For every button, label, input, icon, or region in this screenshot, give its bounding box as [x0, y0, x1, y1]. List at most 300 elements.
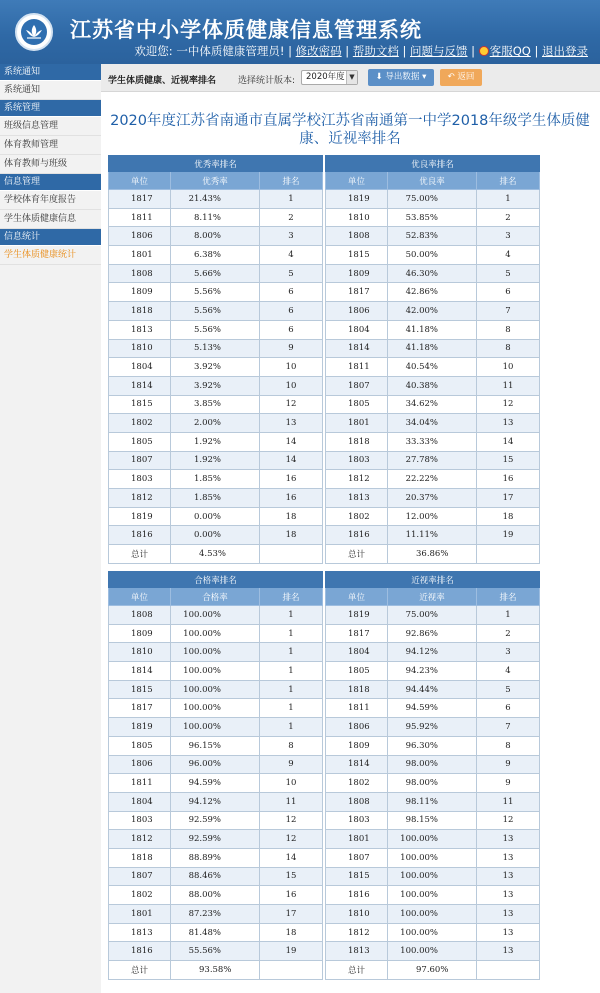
cell-rank: 9 [260, 339, 323, 358]
cell-rank: 12 [477, 395, 540, 414]
cell-rate: 12.00% [388, 507, 477, 526]
cell-rate: 96.15% [171, 736, 260, 755]
cell-rank: 1 [260, 624, 323, 643]
cell-rank: 1 [260, 662, 323, 681]
cell-rate: 0.00% [171, 526, 260, 545]
table-row [109, 905, 323, 924]
cell-rank: 7 [477, 302, 540, 321]
table-row [326, 867, 540, 886]
cell-rank: 9 [477, 755, 540, 774]
cell-rate: 100.00% [171, 662, 260, 681]
cell-unit: 1801 [109, 905, 171, 924]
table-row [109, 662, 323, 681]
cell-unit: 1816 [109, 942, 171, 961]
cell-unit: 1816 [326, 526, 388, 545]
table-row [326, 886, 540, 905]
cell-unit: 1819 [109, 507, 171, 526]
cell-rate: 100.00% [171, 606, 260, 625]
cell-rate: 33.33% [388, 432, 477, 451]
cell-rank: 10 [477, 358, 540, 377]
table-row [326, 923, 540, 942]
cell-unit: 1811 [109, 208, 171, 227]
cell-unit: 1806 [326, 302, 388, 321]
cell-unit: 1808 [109, 606, 171, 625]
cell-unit: 1817 [326, 283, 388, 302]
cell-unit: 1819 [326, 190, 388, 209]
table-row [109, 923, 323, 942]
cell-rate: 20.37% [388, 489, 477, 508]
cell-rate: 95.92% [388, 718, 477, 737]
table-row [109, 432, 323, 451]
total-rank [260, 961, 323, 980]
cell-rate: 75.00% [388, 190, 477, 209]
table-row [326, 489, 540, 508]
cell-rate: 42.86% [388, 283, 477, 302]
cell-unit: 1801 [326, 414, 388, 433]
cell-rank: 16 [260, 886, 323, 905]
cell-rate: 34.62% [388, 395, 477, 414]
cell-unit: 1813 [326, 942, 388, 961]
cell-rank: 18 [260, 526, 323, 545]
table-row [109, 302, 323, 321]
cell-rate: 100.00% [171, 718, 260, 737]
table-row [109, 755, 323, 774]
export-button[interactable] [368, 69, 434, 86]
total-row [326, 961, 540, 980]
table-row [326, 792, 540, 811]
cell-rank: 17 [260, 905, 323, 924]
cell-rate: 5.13% [171, 339, 260, 358]
welcome-text: 欢迎您: 一中体质健康管理员! [134, 44, 285, 58]
cell-rate: 5.66% [171, 264, 260, 283]
cell-rate: 100.00% [171, 699, 260, 718]
column-header-unit: 单位 [326, 588, 388, 606]
table-row [326, 718, 540, 737]
page-title: 学生体质健康、近视率排名 [108, 76, 217, 86]
cell-rank: 13 [477, 867, 540, 886]
cell-unit: 1818 [326, 432, 388, 451]
logout-link[interactable]: 退出登录 [542, 44, 588, 58]
cell-rank: 7 [477, 718, 540, 737]
table-row [326, 283, 540, 302]
column-header-unit: 单位 [109, 172, 171, 190]
report-title: 2020年度江苏省南通市直属学校江苏省南通第一中学2018年级学生体质健康、近视率排名 [110, 113, 590, 147]
cell-rank: 13 [477, 886, 540, 905]
cell-unit: 1808 [326, 227, 388, 246]
table-row [326, 376, 540, 395]
table-row [109, 320, 323, 339]
cell-unit: 1803 [109, 470, 171, 489]
cell-unit: 1810 [326, 905, 388, 924]
cell-unit: 1810 [326, 208, 388, 227]
cell-rank: 13 [477, 414, 540, 433]
total-label: 总计 [326, 545, 388, 564]
return-icon: ↶ [447, 72, 455, 82]
cell-rate: 21.43% [171, 190, 260, 209]
cell-unit: 1813 [326, 489, 388, 508]
table-row [326, 830, 540, 849]
cell-rate: 100.00% [388, 886, 477, 905]
cell-rank: 18 [477, 507, 540, 526]
table-row [109, 208, 323, 227]
table-row [326, 358, 540, 377]
cell-unit: 1805 [109, 736, 171, 755]
cell-rate: 88.00% [171, 886, 260, 905]
table-row [109, 830, 323, 849]
cell-rate: 100.00% [171, 643, 260, 662]
table-row [326, 662, 540, 681]
cell-unit: 1807 [326, 376, 388, 395]
cell-rate: 81.48% [171, 923, 260, 942]
cell-unit: 1807 [109, 451, 171, 470]
cell-unit: 1806 [326, 718, 388, 737]
cell-rank: 17 [477, 489, 540, 508]
version-select-value: 2020年度 [306, 72, 345, 82]
table-row [326, 470, 540, 489]
cell-rank: 6 [260, 302, 323, 321]
sidebar-item-student-health[interactable]: 学生体质健康信息 [0, 210, 101, 229]
table-row [109, 526, 323, 545]
cell-rate: 87.23% [171, 905, 260, 924]
cell-unit: 1808 [326, 792, 388, 811]
cell-unit: 1801 [326, 830, 388, 849]
caret-down-icon: ▾ [422, 72, 427, 82]
cell-unit: 1815 [326, 867, 388, 886]
table-row [109, 624, 323, 643]
back-button[interactable] [440, 69, 482, 86]
cell-rank: 6 [260, 320, 323, 339]
total-row [109, 961, 323, 980]
cell-unit: 1816 [109, 526, 171, 545]
feedback-link[interactable]: 问题与反馈 [410, 44, 468, 58]
cell-rate: 42.00% [388, 302, 477, 321]
system-logo [15, 13, 53, 51]
cell-rate: 27.78% [388, 451, 477, 470]
cell-rate: 50.00% [388, 246, 477, 265]
table-row [109, 848, 323, 867]
system-title: 江苏省中小学体质健康信息管理系统 [70, 18, 422, 42]
user-bar: 欢迎您: 一中体质健康管理员! | 修改密码 | 帮助文档 | 问题与反馈 | 客服QQ | 退出登录 [134, 44, 588, 58]
cell-unit: 1816 [326, 886, 388, 905]
table-row [326, 643, 540, 662]
cell-rank: 5 [477, 680, 540, 699]
table-row [109, 718, 323, 737]
cell-rank: 13 [477, 942, 540, 961]
cell-rate: 96.30% [388, 736, 477, 755]
cell-unit: 1814 [326, 339, 388, 358]
version-select[interactable] [301, 70, 358, 85]
cell-rate: 2.00% [171, 414, 260, 433]
table-row [109, 886, 323, 905]
cell-rate: 100.00% [388, 905, 477, 924]
cell-rank: 1 [260, 643, 323, 662]
cell-rank: 12 [260, 395, 323, 414]
cell-rate: 100.00% [171, 624, 260, 643]
table-row [326, 246, 540, 265]
cell-rate: 5.56% [171, 320, 260, 339]
table-row [326, 680, 540, 699]
total-label: 总计 [109, 961, 171, 980]
cell-rank: 1 [477, 606, 540, 625]
cell-rank: 13 [477, 923, 540, 942]
cell-rank: 15 [477, 451, 540, 470]
cell-unit: 1815 [326, 246, 388, 265]
cell-rate: 22.22% [388, 470, 477, 489]
cell-unit: 1812 [109, 489, 171, 508]
cell-rank: 2 [477, 624, 540, 643]
cell-unit: 1802 [109, 886, 171, 905]
cell-rate: 3.85% [171, 395, 260, 414]
cell-unit: 1803 [109, 811, 171, 830]
cell-unit: 1810 [109, 643, 171, 662]
cell-unit: 1806 [109, 227, 171, 246]
table-row [326, 227, 540, 246]
export-button-label: 导出数据 [385, 72, 420, 82]
cell-rank: 9 [260, 755, 323, 774]
table-row [326, 736, 540, 755]
cell-rank: 13 [260, 414, 323, 433]
cell-rate: 100.00% [388, 830, 477, 849]
table-row [326, 432, 540, 451]
cell-rank: 8 [477, 339, 540, 358]
cell-rank: 8 [477, 736, 540, 755]
cell-rate: 34.04% [388, 414, 477, 433]
column-header-rate: 近视率 [388, 588, 477, 606]
sidebar-item-health-stats[interactable]: 学生体质健康统计 [0, 246, 101, 265]
cell-rate: 94.44% [388, 680, 477, 699]
sidebar-item-class-info[interactable]: 班级信息管理 [0, 117, 101, 136]
table-row [326, 624, 540, 643]
total-row [109, 545, 323, 564]
cell-rank: 10 [260, 358, 323, 377]
table-row [326, 264, 540, 283]
sidebar-item-pe-teachers[interactable]: 体育教师管理 [0, 136, 101, 155]
table-row [109, 246, 323, 265]
cell-rate: 100.00% [388, 942, 477, 961]
cell-unit: 1809 [109, 624, 171, 643]
sidebar-group-info[interactable]: 信息管理 [0, 174, 101, 191]
qq-icon [479, 46, 489, 56]
table-row [109, 451, 323, 470]
sidebar-item-annual-report[interactable]: 学校体育年度报告 [0, 191, 101, 210]
total-row [326, 545, 540, 564]
cell-rank: 19 [477, 526, 540, 545]
cell-rate: 88.46% [171, 867, 260, 886]
sidebar-group-stats[interactable]: 信息统计 [0, 229, 101, 246]
cell-unit: 1818 [109, 302, 171, 321]
cell-rate: 40.54% [388, 358, 477, 377]
cell-rank: 15 [260, 867, 323, 886]
pass-rate-table [108, 571, 323, 980]
table-row [109, 867, 323, 886]
column-header-rate: 优良率 [388, 172, 477, 190]
cell-rank: 10 [260, 376, 323, 395]
back-button-label: 返回 [457, 72, 475, 82]
table-row [109, 339, 323, 358]
cell-rate: 98.11% [388, 792, 477, 811]
cell-unit: 1806 [109, 755, 171, 774]
chevron-down-icon: ▼ [346, 71, 357, 84]
cell-rank: 13 [477, 830, 540, 849]
sidebar-group-notice[interactable]: 系统通知 [0, 64, 101, 81]
column-header-unit: 单位 [109, 588, 171, 606]
cell-rank: 16 [477, 470, 540, 489]
total-value: 93.58% [171, 961, 260, 980]
total-value: 97.60% [388, 961, 477, 980]
cell-rate: 94.59% [171, 774, 260, 793]
cell-unit: 1802 [109, 414, 171, 433]
table-row [109, 643, 323, 662]
cell-unit: 1804 [326, 643, 388, 662]
cell-rank: 11 [477, 792, 540, 811]
toolbar [101, 64, 600, 92]
cell-rank: 1 [260, 718, 323, 737]
cell-unit: 1818 [109, 848, 171, 867]
cell-rank: 16 [260, 470, 323, 489]
table-row [109, 227, 323, 246]
sidebar-item-notice[interactable]: 系统通知 [0, 81, 101, 100]
sidebar-item-teacher-class[interactable]: 体育教师与班级 [0, 155, 101, 174]
lotus-icon [24, 23, 44, 41]
column-header-rate: 优秀率 [171, 172, 260, 190]
table-row [326, 755, 540, 774]
cell-unit: 1817 [109, 190, 171, 209]
table-row [109, 680, 323, 699]
total-label: 总计 [109, 545, 171, 564]
cell-rank: 14 [260, 451, 323, 470]
cell-rank: 9 [477, 774, 540, 793]
cell-unit: 1817 [326, 624, 388, 643]
cell-unit: 1802 [326, 507, 388, 526]
cell-rate: 52.83% [388, 227, 477, 246]
cell-rank: 18 [260, 923, 323, 942]
cell-rank: 1 [260, 699, 323, 718]
cell-rank: 12 [477, 811, 540, 830]
cell-rate: 0.00% [171, 507, 260, 526]
table-row [326, 699, 540, 718]
cell-rank: 11 [260, 792, 323, 811]
table-row [109, 470, 323, 489]
cell-unit: 1815 [109, 395, 171, 414]
table-row [109, 283, 323, 302]
cell-unit: 1819 [326, 606, 388, 625]
table-row [326, 942, 540, 961]
cell-rate: 5.56% [171, 302, 260, 321]
total-value: 4.53% [171, 545, 260, 564]
cell-rate: 1.92% [171, 432, 260, 451]
cell-unit: 1812 [326, 470, 388, 489]
table-row [109, 699, 323, 718]
table-caption: 优良率排名 [326, 156, 540, 172]
total-rank [477, 545, 540, 564]
cell-unit: 1809 [326, 736, 388, 755]
cell-rate: 1.85% [171, 470, 260, 489]
cell-rank: 12 [260, 811, 323, 830]
column-header-unit: 单位 [326, 172, 388, 190]
table-row [326, 811, 540, 830]
table-row [109, 190, 323, 209]
table-row [326, 526, 540, 545]
cell-rank: 10 [260, 774, 323, 793]
change-password-link[interactable]: 修改密码 [295, 44, 342, 58]
cell-rate: 94.59% [388, 699, 477, 718]
cell-unit: 1803 [326, 451, 388, 470]
sidebar-group-system[interactable]: 系统管理 [0, 100, 101, 117]
cell-rank: 18 [260, 507, 323, 526]
cell-rank: 13 [477, 848, 540, 867]
table-row [326, 774, 540, 793]
cell-rank: 3 [477, 227, 540, 246]
cell-unit: 1817 [109, 699, 171, 718]
table-row [109, 774, 323, 793]
total-value: 36.86% [388, 545, 477, 564]
table-row [326, 190, 540, 209]
column-header-rank: 排名 [477, 172, 540, 190]
cell-rank: 8 [477, 320, 540, 339]
total-rank [260, 545, 323, 564]
total-label: 总计 [326, 961, 388, 980]
cell-rate: 98.00% [388, 774, 477, 793]
cell-rank: 6 [477, 283, 540, 302]
table-row [109, 358, 323, 377]
cell-rank: 14 [260, 432, 323, 451]
column-header-rank: 排名 [260, 588, 323, 606]
cell-rate: 98.00% [388, 755, 477, 774]
cell-rate: 100.00% [388, 848, 477, 867]
column-header-rank: 排名 [260, 172, 323, 190]
cell-rate: 46.30% [388, 264, 477, 283]
cell-rate: 100.00% [171, 680, 260, 699]
cell-unit: 1805 [109, 432, 171, 451]
cell-rate: 40.38% [388, 376, 477, 395]
cell-unit: 1805 [326, 662, 388, 681]
cell-rank: 1 [260, 606, 323, 625]
cell-unit: 1811 [326, 358, 388, 377]
table-row [326, 302, 540, 321]
table-row [326, 320, 540, 339]
table-row [326, 905, 540, 924]
cell-unit: 1803 [326, 811, 388, 830]
cell-rate: 1.92% [171, 451, 260, 470]
cell-rank: 19 [260, 942, 323, 961]
cell-rate: 75.00% [388, 606, 477, 625]
table-row [326, 451, 540, 470]
table-row [109, 942, 323, 961]
table-row [109, 792, 323, 811]
cell-rate: 8.00% [171, 227, 260, 246]
sidebar [0, 64, 101, 993]
cell-rate: 8.11% [171, 208, 260, 227]
cell-unit: 1804 [109, 792, 171, 811]
cell-unit: 1808 [109, 264, 171, 283]
cell-rank: 3 [260, 227, 323, 246]
cell-unit: 1801 [109, 246, 171, 265]
cell-unit: 1815 [109, 680, 171, 699]
cell-rate: 3.92% [171, 358, 260, 377]
cell-unit: 1805 [326, 395, 388, 414]
download-icon: ⬇ [375, 72, 383, 82]
table-row [109, 376, 323, 395]
table-caption: 优秀率排名 [109, 156, 323, 172]
customer-qq-link[interactable]: 客服QQ [489, 44, 531, 58]
cell-rank: 4 [477, 662, 540, 681]
help-docs-link[interactable]: 帮助文档 [352, 44, 399, 58]
cell-rate: 11.11% [388, 526, 477, 545]
table-caption: 近视率排名 [326, 572, 540, 588]
app-header [0, 0, 600, 64]
cell-rate: 96.00% [171, 755, 260, 774]
cell-rate: 94.12% [171, 792, 260, 811]
